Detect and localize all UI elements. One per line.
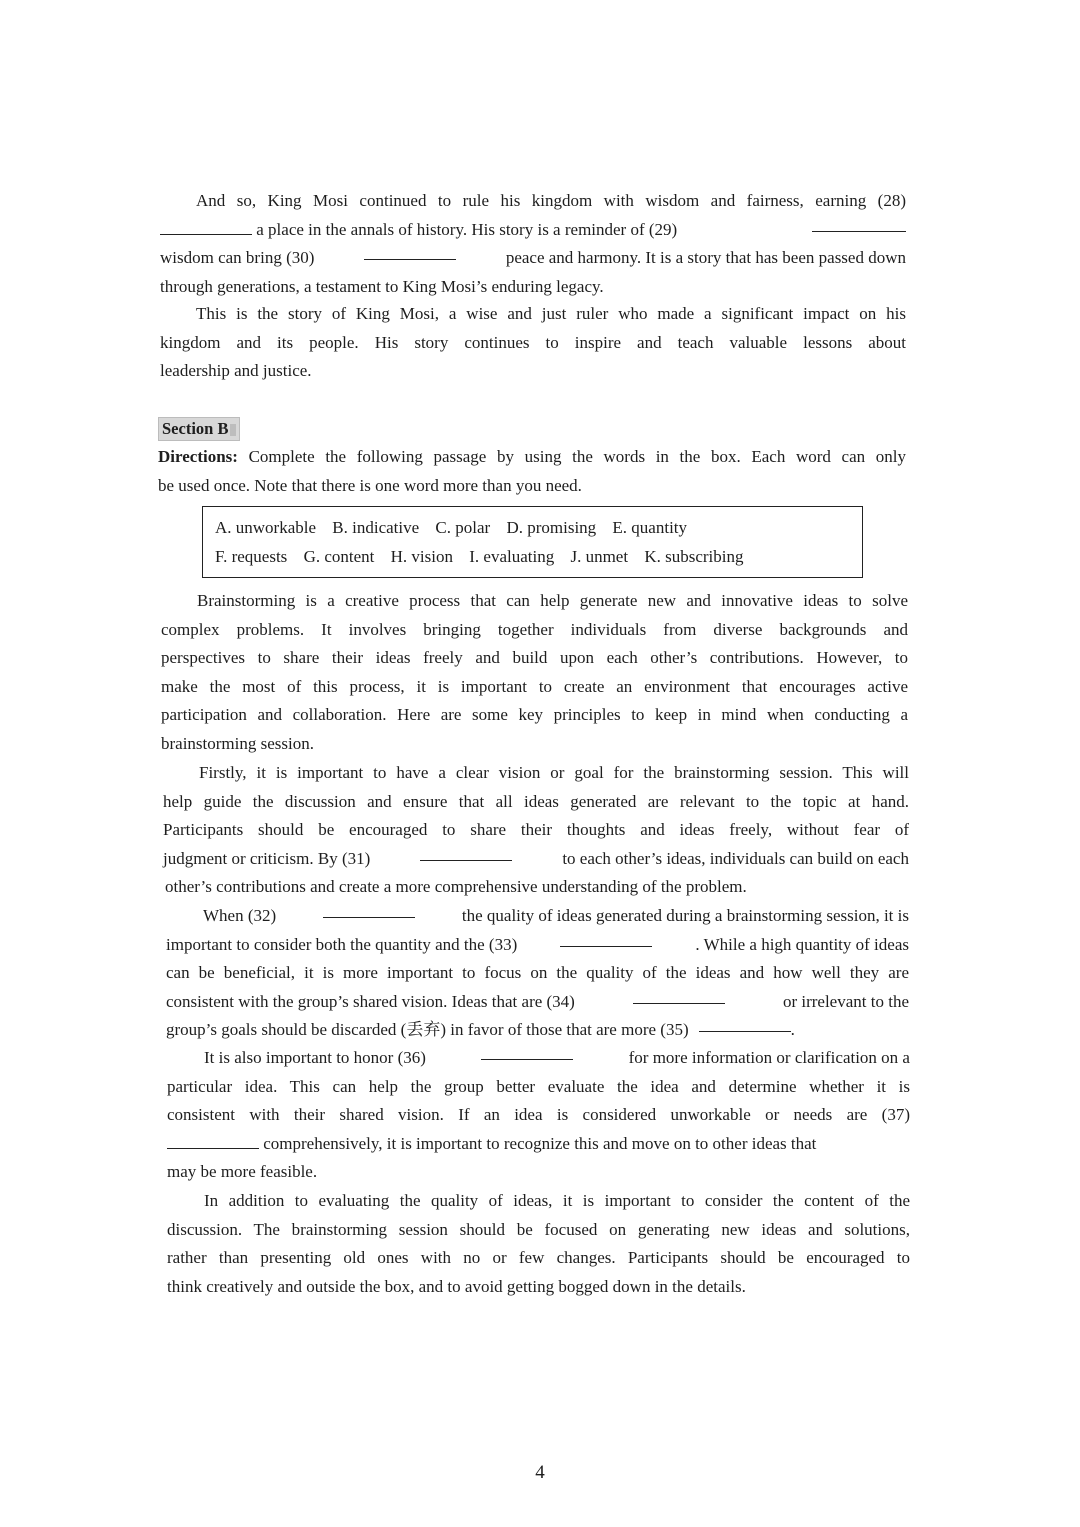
word-option: G. content [303, 546, 375, 566]
answer-blank-31[interactable] [420, 845, 512, 861]
section-a-paragraph-2 [160, 300, 906, 386]
text-segment: group’s goals should be discarded (丢弃) in favor of those that are more (35) [166, 1020, 689, 1040]
word-box-row [215, 543, 862, 572]
text-line [160, 216, 906, 245]
text-segment: a place in the annals of history. His story is a reminder of (29) [252, 219, 678, 239]
text-segment: It is also important to honor (36) [204, 1048, 426, 1067]
text-line [166, 931, 909, 960]
word-option: J. unmet [570, 546, 629, 566]
text-segment: for more information or clarification on a [628, 1048, 910, 1067]
section-a-paragraph-1 [160, 187, 906, 301]
answer-blank-30[interactable] [364, 244, 456, 260]
passage-paragraph-5 [167, 1187, 910, 1301]
text-line: Participants should be encouraged to share their thoughts and ideas freely, without fear of [163, 820, 909, 840]
word-option: E. quantity [612, 518, 688, 537]
text-line: complex problems. It involves bringing together individuals from diverse backgrounds and [161, 619, 908, 639]
word-option: A. unworkable [215, 518, 317, 537]
text-line: kingdom and its people. His story continues to inspire and teach valuable lessons about [160, 332, 906, 352]
text-line [163, 845, 909, 874]
text-line: can be beneficial, it is more important to focus on the quality of the ideas and how well they are [166, 963, 909, 983]
text-line [160, 244, 906, 273]
text-line: consistent with their shared vision. If an idea is considered unworkable or needs are (37) [167, 1105, 910, 1125]
text-segment: to each other’s ideas, individuals can build on each [562, 848, 909, 868]
word-option: H. vision [390, 546, 453, 566]
text-line: help guide the discussion and ensure that all ideas generated are relevant to the topic at hand. [163, 791, 909, 811]
text-segment: or irrelevant to the [782, 991, 909, 1011]
text-segment: peace and harmony. It is a story that has been passed down [505, 248, 906, 268]
text-line: make the most of this process, it is important to create an environment that encourages active [161, 676, 908, 696]
text-line [158, 443, 906, 472]
text-line: Brainstorming is a creative process that can help generate new and innovative ideas to solve [197, 591, 908, 610]
text-line [166, 1016, 909, 1045]
text-segment: . [790, 1020, 795, 1040]
text-segment: wisdom can bring (30) [160, 248, 315, 268]
text-line: may be more feasible. [167, 1162, 318, 1182]
section-b-heading [158, 417, 240, 441]
section-b-label: Section B [162, 419, 229, 438]
text-line: other’s contributions and create a more comprehensive understanding of the problem. [165, 877, 747, 897]
text-line [166, 902, 909, 931]
text-segment: important to consider both the quantity and the (33) [166, 934, 518, 954]
answer-blank-34[interactable] [633, 988, 725, 1004]
text-segment: When (32) [203, 906, 277, 925]
text-line [166, 988, 909, 1017]
answer-blank-29[interactable] [812, 216, 906, 232]
word-option: K. subscribing [644, 546, 744, 566]
text-line: think creatively and outside the box, and to avoid getting bogged down in the details. [167, 1276, 746, 1296]
word-option: C. polar [435, 518, 491, 537]
text-line [167, 1044, 910, 1073]
answer-blank-32[interactable] [323, 902, 415, 918]
passage-paragraph-3 [166, 902, 909, 1045]
directions [158, 443, 906, 500]
text-line: rather than presenting old ones with no or few changes. Participants should be encouraged to [167, 1248, 910, 1268]
text-line: leadership and justice. [160, 361, 312, 381]
text-line: be used once. Note that there is one word more than you need. [158, 475, 582, 495]
word-box [202, 506, 863, 578]
text-line: perspectives to share their ideas freely and build upon each other’s contributions. However, to [161, 648, 908, 668]
answer-blank-37[interactable] [167, 1133, 259, 1149]
passage-paragraph-4 [167, 1044, 910, 1187]
text-line: In addition to evaluating the quality of ideas, it is important to consider the content of the [204, 1191, 910, 1210]
text-segment: judgment or criticism. By (31) [163, 848, 371, 868]
answer-blank-35[interactable] [699, 1016, 791, 1032]
answer-blank-28[interactable] [160, 219, 252, 235]
text-line: brainstorming session. [161, 733, 314, 753]
word-option: B. indicative [332, 518, 420, 537]
directions-text: Complete the following passage by using the words in the box. Each word can only [237, 447, 906, 466]
text-line: And so, King Mosi continued to rule his kingdom with wisdom and fairness, earning (28) [196, 191, 906, 210]
decorative-mark [230, 424, 236, 436]
passage-paragraph-2 [163, 759, 909, 902]
text-line: This is the story of King Mosi, a wise and just ruler who made a significant impact on his [196, 304, 906, 323]
directions-label: Directions: [158, 447, 238, 466]
text-segment: the quality of ideas generated during a brainstorming session, it is [461, 906, 909, 925]
answer-blank-33[interactable] [560, 931, 652, 947]
answer-blank-36[interactable] [481, 1044, 573, 1060]
text-segment: comprehensively, it is important to recognize this and move on to other ideas that [259, 1133, 817, 1153]
text-line: discussion. The brainstorming session should be focused on generating new ideas and solutions, [167, 1219, 910, 1239]
text-line: through generations, a testament to King Mosi’s enduring legacy. [160, 276, 604, 296]
page-number: 4 [535, 1462, 545, 1483]
text-line [167, 1130, 910, 1159]
text-segment: . While a high quantity of ideas [695, 934, 909, 954]
text-line: participation and collaboration. Here are some key principles to keep in mind when conducting a [161, 705, 908, 725]
word-option: D. promising [506, 518, 597, 537]
text-line: Firstly, it is important to have a clear vision or goal for the brainstorming session. This will [199, 763, 909, 782]
word-option: F. requests [215, 546, 288, 566]
passage-paragraph-1 [161, 587, 908, 759]
text-segment: consistent with the group’s shared vision. Ideas that are (34) [166, 991, 575, 1011]
word-option: I. evaluating [469, 546, 555, 566]
text-line: particular idea. This can help the group better evaluate the idea and determine whether it is [167, 1076, 910, 1096]
word-box-row [215, 514, 862, 543]
